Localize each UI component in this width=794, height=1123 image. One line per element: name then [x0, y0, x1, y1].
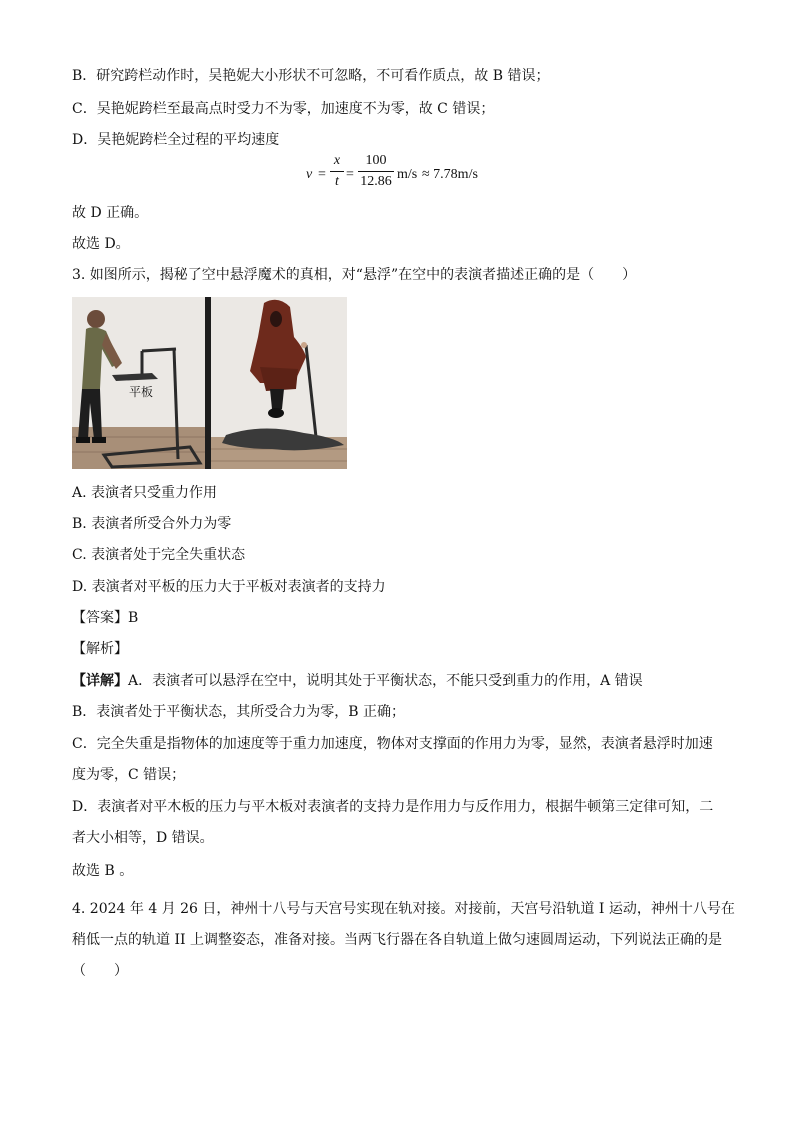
choose-b: 故选 B 。 — [72, 863, 134, 879]
formula-x: x — [333, 153, 341, 168]
detail-a — [72, 671, 643, 691]
formula-denominator: 12.86 — [360, 174, 392, 189]
formula-t: t — [335, 174, 339, 189]
option-c: C. 表演者处于完全失重状态 — [72, 547, 246, 563]
detail-b: B．表演者处于平衡状态，其所受合力为零，B 正确； — [72, 704, 406, 720]
detail-c-line-1: C．完全失重是指物体的加速度等于重力加速度，物体对支撑面的作用力为零，显然，表演者悬浮时加速 — [72, 736, 713, 752]
text-line-c-highest-point: C．吴艳妮跨栏至最高点时受力不为零，加速度不为零，故 C 错误； — [72, 101, 495, 117]
option-b: B. 表演者所受合外力为零 — [72, 516, 232, 532]
text-line-b-mass-point: B．研究跨栏动作时，吴艳妮大小形状不可忽略，不可看作质点，故 B 错误； — [72, 68, 550, 84]
text-line-d-average-speed: D．吴艳妮跨栏全过程的平均速度 — [72, 132, 280, 148]
detail-d-line-1: D．表演者对平木板的压力与平木板对表演者的支持力是作用力与反作用力，根据牛顿第三定律可知，二 — [72, 799, 714, 815]
text-line-d-correct: 故 D 正确。 — [72, 205, 149, 221]
option-d: D. 表演者对平板的压力大于平板对表演者的支持力 — [72, 579, 386, 595]
text-line-choose-d: 故选 D。 — [72, 236, 130, 252]
option-a: A. 表演者只受重力作用 — [72, 485, 218, 501]
analysis-label: 【解析】 — [72, 641, 128, 657]
levitation-trick-photo — [72, 297, 347, 469]
formula-unit: m/s — [397, 167, 418, 182]
formula-v: v — [306, 167, 313, 182]
formula-numerator: 100 — [365, 153, 387, 168]
detail-c-line-2: 度为零，C 错误； — [72, 767, 186, 783]
question-3-stem: 3. 如图所示，揭秘了空中悬浮魔术的真相，对“悬浮”在空中的表演者描述正确的是（ ） — [72, 267, 637, 283]
average-speed-formula — [300, 152, 520, 202]
formula-fraction-x-over-t — [330, 152, 344, 191]
question-4-line-2: 稍低一点的轨道 II 上调整姿态，准备对接。当两飞行器在各自轨道上做匀速圆周运动，下列说法正确的是 — [72, 932, 722, 948]
detail-a-text: A．表演者可以悬浮在空中，说明其处于平衡状态，不能只受到重力的作用，A 错误 — [128, 673, 643, 689]
tablet-label: 平板 — [129, 385, 154, 399]
question-4-line-1: 4. 2024 年 4 月 26 日，神州十八号与天宫号实现在轨对接。对接前，天宫号沿轨道 I 运动，神州十八号在 — [72, 901, 735, 917]
formula-fraction-value — [358, 152, 394, 191]
question-4-line-3: （ ） — [72, 963, 128, 979]
answer-label: 【答案】B — [72, 610, 139, 626]
formula-equals-1: = — [318, 167, 326, 182]
formula-approx-value: ≈ 7.78m/s — [422, 167, 478, 182]
formula-equals-2: = — [346, 167, 354, 182]
detail-tag: 【详解】 — [72, 673, 128, 689]
detail-d-line-2: 者大小相等，D 错误。 — [72, 830, 214, 846]
